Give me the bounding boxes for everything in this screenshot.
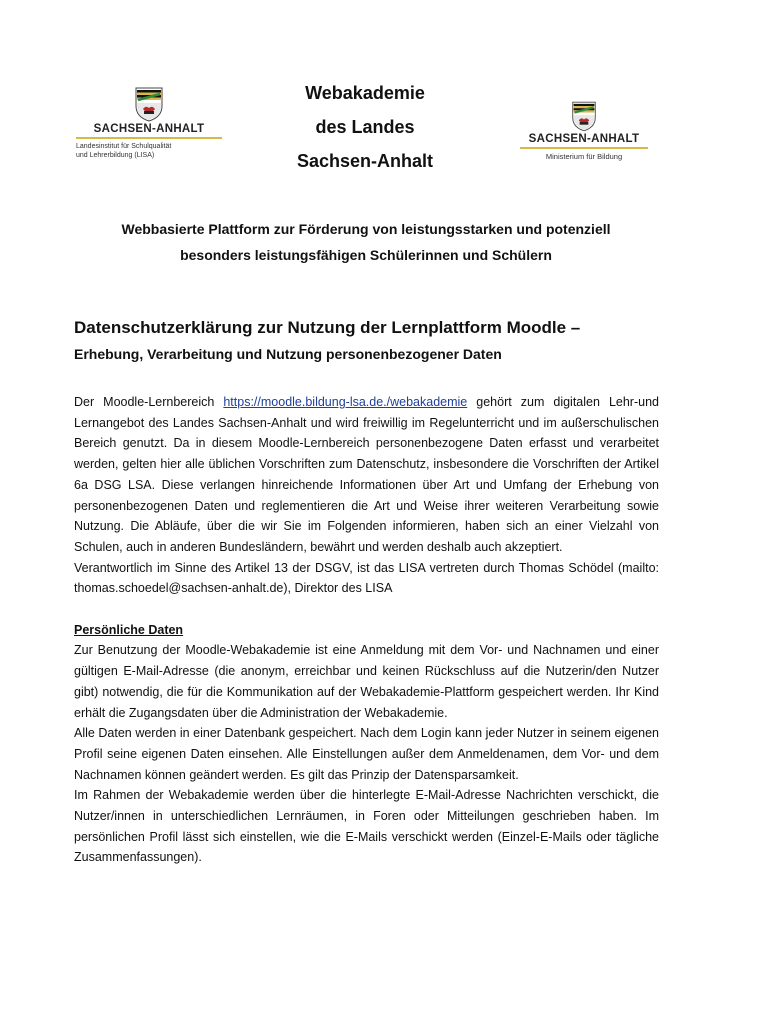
moodle-link[interactable]: https://moodle.bildung-lsa.de./webakademie xyxy=(223,395,468,409)
personal-data-paragraph-2: Alle Daten werden in einer Datenbank gespeichert. Nach dem Login kann jeder Nutzer in seinem eigenen Profil seine eigenen Daten einsehen. Alle Einstellungen außer dem Anmeldenamen, dem Vor- und dem Nachnamen können geändert werden. Es gilt das Prinzip der Datensparsamkeit. xyxy=(74,726,659,782)
page-title-line3: Sachsen-Anhalt xyxy=(296,151,434,171)
logo-divider xyxy=(520,147,648,149)
logo-state-name: SACHSEN-ANHALT xyxy=(528,133,640,145)
section-title-personal-data: Persönliche Daten xyxy=(74,622,184,637)
intro-text-start: Der Moodle-Lernbereich xyxy=(74,395,224,409)
page-title-line1: Webakademie xyxy=(305,83,425,103)
logo-institute-line1: Landesinstitut für Schulqualität xyxy=(76,142,172,150)
document-body xyxy=(74,392,659,868)
coat-of-arms-icon xyxy=(571,100,597,132)
logo-ministry-name: Ministerium für Bildung xyxy=(545,151,623,161)
document-heading: Datenschutzerklärung zur Nutzung der Lernplattform Moodle – xyxy=(74,318,581,337)
personal-data-paragraph-1: Zur Benutzung der Moodle-Webakademie ist eine Anmeldung mit dem Vor- und Nachnamen und einer gültigen E-Mail-Adresse (die anonym, erreichbar und keinen Rückschluss auf die Nutzerin/den Nutzer gibt) notwendig, die für die Kommunikation auf der Webakademie-Plattform gespeichert werden. Ihr Kind erhält die Zugangsdaten über die Administration der Webakademie. xyxy=(74,643,659,720)
lisa-logo xyxy=(76,86,222,194)
page-title-line2: des Landes xyxy=(315,117,415,137)
logo-divider xyxy=(76,137,222,139)
logo-state-name: SACHSEN-ANHALT xyxy=(93,123,205,135)
document-subheading: Erhebung, Verarbeitung und Nutzung personenbezogener Daten xyxy=(74,346,502,362)
intro-text-end: gehört zum digitalen Lehr-und Lernangebot des Landes Sachsen-Anhalt und wird freiwillig im Regelunterricht und im außerschulischen Bereich genutzt. Da in diesem Moodle-Lernbereich personenbezogene Daten erfasst und verarbeitet werden, gelten hier alle üblichen Vorschriften zum Datenschutz, insbesondere die Vorschriften der Artikel 6a DSG LSA. Diese verlangen hinreichende Informationen über Art und Umfang der Erhebung von personenbezogenen Daten und reglementieren die Art und Weise ihrer weiteren Verarbeitung sowie Nutzung. Die Abläufe, über die wir Sie im Folgenden informieren, haben sich an einer Vielzahl von Schulen, auch in anderen Bundesländern, bewährt und werden deshalb auch akzeptiert. xyxy=(74,395,659,554)
logo-institute-line2: und Lehrerbildung (LISA) xyxy=(76,151,155,159)
responsible-paragraph: Verantwortlich im Sinne des Artikel 13 der DSGV, ist das LISA vertreten durch Thomas Schödel (mailto: thomas.schoedel@sachsen-anhalt.de), Direktor des LISA xyxy=(74,560,659,596)
platform-description-line1: Webbasierte Plattform zur Förderung von leistungsstarken und potenziell xyxy=(121,221,611,237)
intro-paragraph xyxy=(74,392,659,558)
coat-of-arms-icon xyxy=(134,86,164,122)
platform-description-line2: besonders leistungsfähigen Schülerinnen und Schülern xyxy=(180,247,552,263)
personal-data-paragraph-3: Im Rahmen der Webakademie werden über die hinterlegte E-Mail-Adresse Nachrichten verschickt, die Nutzer/innen in unterschiedlichen Lernräumen, in Foren oder Mitteilungen geschrieben haben. Im persönlichen Profil lässt sich einstellen, wie die E-Mails verschickt werden (Einzel-E-Mails oder tägliche Zusammenfassungen). xyxy=(74,788,659,865)
ministry-logo xyxy=(520,100,648,172)
